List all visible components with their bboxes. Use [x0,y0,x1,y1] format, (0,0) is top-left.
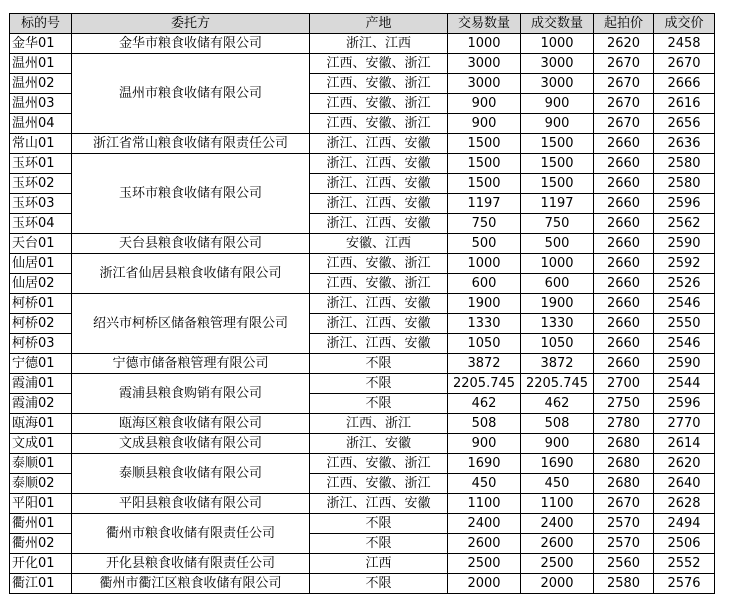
cell-lot-number: 玉环04 [10,214,72,234]
cell-deal-price: 2506 [654,534,715,554]
table-row [10,514,715,534]
cell-origin: 浙江、江西、安徽 [310,174,448,194]
cell-lot-number: 平阳01 [10,494,72,514]
table-row [10,554,715,574]
cell-consignor: 瓯海区粮食收储有限公司 [72,414,310,434]
cell-start-price: 2660 [594,134,654,154]
cell-start-price: 2660 [594,154,654,174]
cell-trade-quantity: 1500 [448,154,521,174]
cell-deal-quantity: 3000 [521,54,594,74]
cell-lot-number: 温州03 [10,94,72,114]
header-origin: 产地 [310,14,448,34]
cell-start-price: 2560 [594,554,654,574]
cell-lot-number: 仙居01 [10,254,72,274]
cell-start-price: 2660 [594,174,654,194]
cell-deal-quantity: 3000 [521,74,594,94]
cell-start-price: 2660 [594,334,654,354]
table-row [10,154,715,174]
cell-origin: 浙江、江西 [310,34,448,54]
cell-deal-price: 2656 [654,114,715,134]
cell-origin: 不限 [310,534,448,554]
cell-deal-price: 2616 [654,94,715,114]
cell-consignor: 浙江省常山粮食收储有限责任公司 [72,134,310,154]
cell-lot-number: 宁德01 [10,354,72,374]
cell-trade-quantity: 1500 [448,174,521,194]
cell-lot-number: 衢州01 [10,514,72,534]
cell-start-price: 2620 [594,34,654,54]
cell-deal-quantity: 2205.745 [521,374,594,394]
table-row [10,34,715,54]
cell-lot-number: 瓯海01 [10,414,72,434]
cell-lot-number: 温州01 [10,54,72,74]
cell-start-price: 2660 [594,314,654,334]
cell-trade-quantity: 450 [448,474,521,494]
cell-deal-quantity: 1500 [521,134,594,154]
table-header [10,14,715,34]
table-row [10,574,715,594]
cell-deal-price: 2546 [654,294,715,314]
cell-deal-price: 2596 [654,194,715,214]
cell-lot-number: 文成01 [10,434,72,454]
cell-deal-quantity: 2600 [521,534,594,554]
cell-lot-number: 衢州02 [10,534,72,554]
cell-start-price: 2660 [594,214,654,234]
cell-start-price: 2660 [594,234,654,254]
cell-trade-quantity: 2400 [448,514,521,534]
cell-origin: 安徽、江西 [310,234,448,254]
cell-lot-number: 金华01 [10,34,72,54]
cell-origin: 江西、浙江 [310,414,448,434]
cell-trade-quantity: 900 [448,114,521,134]
cell-deal-price: 2552 [654,554,715,574]
cell-deal-price: 2526 [654,274,715,294]
cell-trade-quantity: 1690 [448,454,521,474]
cell-start-price: 2670 [594,494,654,514]
table-row [10,294,715,314]
cell-deal-quantity: 508 [521,414,594,434]
cell-trade-quantity: 500 [448,234,521,254]
cell-deal-price: 2458 [654,34,715,54]
header-trade-quantity: 交易数量 [448,14,521,34]
table-row [10,134,715,154]
cell-consignor: 金华市粮食收储有限公司 [72,34,310,54]
cell-deal-price: 2580 [654,154,715,174]
cell-origin: 浙江、江西、安徽 [310,154,448,174]
cell-deal-price: 2770 [654,414,715,434]
cell-origin: 浙江、江西、安徽 [310,494,448,514]
cell-trade-quantity: 2205.745 [448,374,521,394]
table-row [10,454,715,474]
cell-trade-quantity: 900 [448,94,521,114]
cell-deal-quantity: 1900 [521,294,594,314]
cell-lot-number: 霞浦02 [10,394,72,414]
cell-deal-quantity: 1100 [521,494,594,514]
cell-deal-quantity: 1500 [521,154,594,174]
cell-deal-quantity: 600 [521,274,594,294]
cell-deal-price: 2580 [654,174,715,194]
cell-start-price: 2660 [594,274,654,294]
cell-consignor: 温州市粮食收储有限公司 [72,54,310,134]
cell-lot-number: 仙居02 [10,274,72,294]
cell-deal-quantity: 500 [521,234,594,254]
cell-deal-quantity: 750 [521,214,594,234]
cell-deal-price: 2620 [654,454,715,474]
cell-start-price: 2660 [594,354,654,374]
cell-start-price: 2670 [594,94,654,114]
cell-start-price: 2700 [594,374,654,394]
cell-start-price: 2750 [594,394,654,414]
cell-deal-quantity: 1000 [521,34,594,54]
cell-origin: 江西、安徽、浙江 [310,454,448,474]
cell-consignor: 衢州市衢江区粮食收储有限公司 [72,574,310,594]
cell-lot-number: 天台01 [10,234,72,254]
cell-origin: 不限 [310,574,448,594]
cell-origin: 江西、安徽、浙江 [310,474,448,494]
cell-origin: 江西、安徽、浙江 [310,274,448,294]
cell-deal-price: 2636 [654,134,715,154]
cell-consignor: 泰顺县粮食收储有限公司 [72,454,310,494]
cell-lot-number: 泰顺01 [10,454,72,474]
cell-origin: 江西 [310,554,448,574]
cell-deal-price: 2628 [654,494,715,514]
cell-trade-quantity: 2600 [448,534,521,554]
cell-deal-price: 2596 [654,394,715,414]
cell-consignor: 霞浦县粮食购销有限公司 [72,374,310,414]
cell-trade-quantity: 462 [448,394,521,414]
cell-deal-price: 2494 [654,514,715,534]
cell-deal-price: 2562 [654,214,715,234]
cell-start-price: 2680 [594,474,654,494]
cell-consignor: 开化县粮食收储有限责任公司 [72,554,310,574]
cell-trade-quantity: 2000 [448,574,521,594]
cell-deal-price: 2592 [654,254,715,274]
cell-origin: 浙江、江西、安徽 [310,334,448,354]
cell-origin: 不限 [310,394,448,414]
cell-lot-number: 衢江01 [10,574,72,594]
cell-deal-price: 2576 [654,574,715,594]
cell-start-price: 2670 [594,74,654,94]
cell-start-price: 2660 [594,194,654,214]
cell-start-price: 2780 [594,414,654,434]
cell-deal-quantity: 1050 [521,334,594,354]
cell-consignor: 文成县粮食收储有限公司 [72,434,310,454]
cell-deal-price: 2590 [654,234,715,254]
table-row [10,354,715,374]
header-consignor: 委托方 [72,14,310,34]
cell-consignor: 玉环市粮食收储有限公司 [72,154,310,234]
cell-deal-price: 2670 [654,54,715,74]
cell-start-price: 2660 [594,254,654,274]
cell-lot-number: 常山01 [10,134,72,154]
cell-origin: 浙江、江西、安徽 [310,314,448,334]
cell-deal-quantity: 450 [521,474,594,494]
cell-lot-number: 玉环02 [10,174,72,194]
cell-start-price: 2680 [594,434,654,454]
cell-trade-quantity: 1100 [448,494,521,514]
cell-deal-quantity: 462 [521,394,594,414]
cell-origin: 江西、安徽、浙江 [310,74,448,94]
header-start-price: 起拍价 [594,14,654,34]
cell-lot-number: 玉环03 [10,194,72,214]
table-row [10,234,715,254]
cell-consignor: 平阳县粮食收储有限公司 [72,494,310,514]
cell-origin: 不限 [310,354,448,374]
cell-consignor: 宁德市储备粮管理有限公司 [72,354,310,374]
cell-start-price: 2670 [594,54,654,74]
table-row [10,374,715,394]
table-row [10,254,715,274]
cell-trade-quantity: 1197 [448,194,521,214]
cell-origin: 浙江、江西、安徽 [310,194,448,214]
cell-deal-price: 2640 [654,474,715,494]
cell-origin: 不限 [310,374,448,394]
cell-start-price: 2670 [594,114,654,134]
header-deal-price: 成交价 [654,14,715,34]
cell-lot-number: 温州04 [10,114,72,134]
cell-origin: 不限 [310,514,448,534]
auction-results-table [9,13,715,594]
cell-trade-quantity: 750 [448,214,521,234]
table-body [10,34,715,594]
cell-start-price: 2660 [594,294,654,314]
cell-origin: 浙江、江西、安徽 [310,294,448,314]
cell-deal-price: 2544 [654,374,715,394]
cell-origin: 浙江、安徽 [310,434,448,454]
cell-trade-quantity: 508 [448,414,521,434]
cell-trade-quantity: 1900 [448,294,521,314]
cell-origin: 江西、安徽、浙江 [310,94,448,114]
cell-lot-number: 泰顺02 [10,474,72,494]
cell-lot-number: 柯桥03 [10,334,72,354]
cell-start-price: 2570 [594,534,654,554]
cell-consignor: 天台县粮食收储有限公司 [72,234,310,254]
table-row [10,414,715,434]
cell-lot-number: 温州02 [10,74,72,94]
cell-consignor: 衢州市粮食收储有限责任公司 [72,514,310,554]
cell-origin: 江西、安徽、浙江 [310,54,448,74]
cell-deal-price: 2666 [654,74,715,94]
cell-start-price: 2580 [594,574,654,594]
table-row [10,494,715,514]
cell-trade-quantity: 1000 [448,34,521,54]
cell-lot-number: 霞浦01 [10,374,72,394]
cell-trade-quantity: 1050 [448,334,521,354]
header-lot-number: 标的号 [10,14,72,34]
cell-origin: 浙江、江西、安徽 [310,134,448,154]
cell-trade-quantity: 900 [448,434,521,454]
cell-deal-quantity: 900 [521,434,594,454]
cell-deal-price: 2614 [654,434,715,454]
cell-deal-quantity: 1197 [521,194,594,214]
cell-consignor: 浙江省仙居县粮食收储有限公司 [72,254,310,294]
cell-lot-number: 开化01 [10,554,72,574]
cell-deal-quantity: 1690 [521,454,594,474]
cell-deal-quantity: 1500 [521,174,594,194]
cell-deal-quantity: 2500 [521,554,594,574]
cell-deal-price: 2590 [654,354,715,374]
cell-trade-quantity: 3000 [448,54,521,74]
cell-lot-number: 玉环01 [10,154,72,174]
cell-deal-quantity: 3872 [521,354,594,374]
cell-deal-quantity: 2400 [521,514,594,534]
table-row [10,434,715,454]
cell-trade-quantity: 3000 [448,74,521,94]
cell-trade-quantity: 1500 [448,134,521,154]
cell-trade-quantity: 600 [448,274,521,294]
header-deal-quantity: 成交数量 [521,14,594,34]
header-row [10,14,715,34]
cell-deal-quantity: 1330 [521,314,594,334]
cell-trade-quantity: 2500 [448,554,521,574]
cell-trade-quantity: 1000 [448,254,521,274]
cell-trade-quantity: 1330 [448,314,521,334]
cell-deal-quantity: 2000 [521,574,594,594]
cell-consignor: 绍兴市柯桥区储备粮管理有限公司 [72,294,310,354]
cell-trade-quantity: 3872 [448,354,521,374]
cell-start-price: 2680 [594,454,654,474]
table-row [10,54,715,74]
cell-origin: 浙江、江西、安徽 [310,214,448,234]
cell-lot-number: 柯桥01 [10,294,72,314]
cell-deal-quantity: 900 [521,94,594,114]
cell-deal-quantity: 900 [521,114,594,134]
cell-start-price: 2570 [594,514,654,534]
cell-origin: 江西、安徽、浙江 [310,254,448,274]
cell-deal-price: 2550 [654,314,715,334]
cell-deal-quantity: 1000 [521,254,594,274]
cell-origin: 江西、安徽、浙江 [310,114,448,134]
cell-deal-price: 2546 [654,334,715,354]
cell-lot-number: 柯桥02 [10,314,72,334]
